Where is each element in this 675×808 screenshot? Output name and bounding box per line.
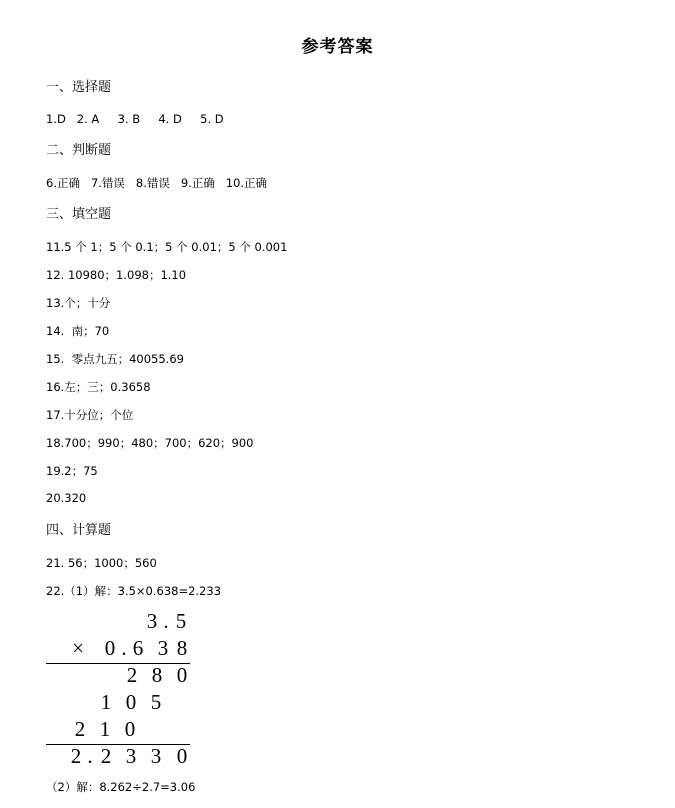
answer-line-judge: 6.正确 7.错误 8.错误 9.正确 10.正确 (46, 176, 268, 190)
digit: 6 (132, 636, 144, 660)
times-sign: × (72, 636, 84, 660)
answer-line-15: 15. 零点九五；40055.69 (46, 352, 184, 366)
partial-product-2 (46, 690, 192, 716)
digit: 2 (70, 744, 82, 768)
section-heading-fill: 三、填空题 (46, 207, 112, 222)
partial-product-1 (46, 663, 192, 689)
multiplicand-row (46, 609, 192, 635)
section-heading-compute: 四、计算题 (46, 523, 112, 538)
digit: 0 (176, 663, 188, 687)
answer-line-14: 14. 南；70 (46, 324, 110, 338)
answer-line-21: 21. 56；1000；560 (46, 556, 157, 570)
answer-line-11: 11.5 个 1；5 个 0.1；5 个 0.01；5 个 0.001 (46, 240, 288, 254)
digit: 2 (126, 663, 138, 687)
partial-product-3 (46, 717, 192, 743)
digit: . (121, 636, 127, 660)
answer-line-20: 20.320 (46, 491, 87, 505)
answer-line-22-part2: （2）解：8.262÷2.7=3.06 (46, 780, 196, 794)
multiplier-row (46, 636, 192, 662)
answer-line-12: 12. 10980；1.098；1.10 (46, 268, 187, 282)
answer-line-22: 22.（1）解：3.5×0.638=2.233 (46, 584, 222, 598)
digit: 5 (150, 690, 162, 714)
digit: 2 (74, 717, 86, 741)
digit: 8 (151, 663, 163, 687)
answer-line-16: 16.左；三；0.3658 (46, 380, 151, 394)
digit: 3 (125, 744, 137, 768)
section-heading-choice: 一、选择题 (46, 80, 112, 95)
answer-line-13: 13.个；十分 (46, 296, 111, 310)
vertical-multiplication (46, 606, 196, 772)
answer-line-17: 17.十分位；个位 (46, 408, 134, 422)
digit: 0 (125, 690, 137, 714)
digit: 0 (104, 636, 116, 660)
page-title: 参考答案 (301, 37, 374, 57)
product-row (46, 744, 192, 770)
digit: 5 (175, 609, 187, 633)
digit: 0 (124, 717, 136, 741)
section-heading-judge: 二、判断题 (46, 143, 112, 158)
digit: 1 (100, 690, 112, 714)
digit: 0 (176, 744, 188, 768)
digit: . (163, 609, 169, 633)
digit: 3 (157, 636, 169, 660)
answer-line-18: 18.700；990；480；700；620；900 (46, 436, 254, 450)
digit: 1 (99, 717, 111, 741)
digit: . (87, 744, 93, 768)
digit: 3 (150, 744, 162, 768)
digit: 8 (176, 636, 188, 660)
answer-line-19: 19.2；75 (46, 464, 98, 478)
digit: 2 (100, 744, 112, 768)
digit: 3 (146, 609, 158, 633)
answer-line-choice: 1.D 2. A 3. B 4. D 5. D (46, 112, 224, 126)
